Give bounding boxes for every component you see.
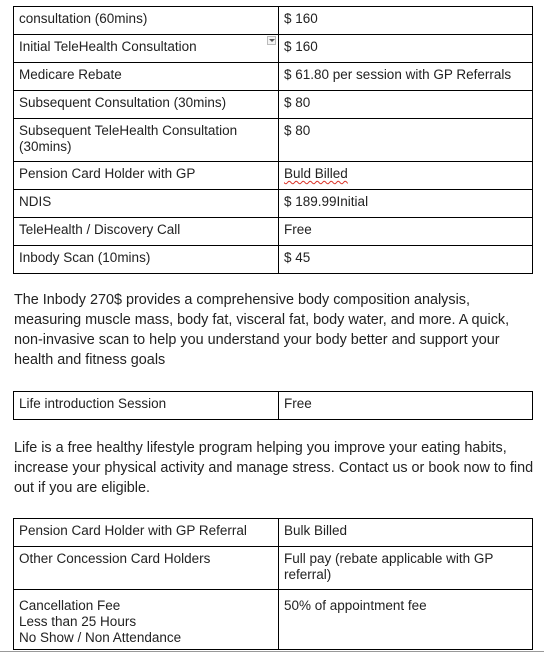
table-row [14, 246, 533, 274]
service-line: Less than 25 Hours [19, 614, 137, 629]
inbody-description: The Inbody 270$ provides a comprehensive body composition analysis, measuring muscle mass, body fat, visceral fat, body water, and more. A quick, non-invasive scan to help you understand your body better and support your health and fitness goals [14, 292, 510, 368]
price-cell: Bulk Billed [279, 519, 533, 547]
service-cell: consultation (60mins) [14, 7, 279, 35]
service-cell: Pension Card Holder with GP Referral [14, 519, 279, 547]
service-cell: NDIS [14, 190, 279, 218]
price-cell: $ 160 [279, 7, 533, 35]
table-row [14, 162, 533, 190]
table-row [14, 119, 533, 162]
table-row [14, 190, 533, 218]
price-cell: $ 80 [279, 119, 533, 162]
spelling-error-text[interactable]: Buld Billed [284, 166, 348, 181]
service-cell: Medicare Rebate [14, 63, 279, 91]
table-row [14, 218, 533, 246]
table-row [14, 63, 533, 91]
table-row [14, 547, 533, 590]
concession-table [13, 518, 533, 650]
service-line: No Show / Non Attendance [19, 630, 182, 645]
service-cell: TeleHealth / Discovery Call [14, 218, 279, 246]
table-row [14, 7, 533, 35]
price-cell: Full pay (rebate applicable with GP referral) [279, 547, 533, 590]
table-row [14, 519, 533, 547]
service-cell [14, 590, 279, 650]
price-cell: Free [279, 392, 533, 420]
price-cell [279, 162, 533, 190]
price-cell: $ 160 [279, 35, 533, 63]
service-cell: Subsequent Consultation (30mins) [14, 91, 279, 119]
cell-dropdown-icon[interactable] [267, 36, 276, 45]
life-program-description: Life is a free healthy lifestyle program helping you improve your eating habits, increase your physical activity and manage stress. Contact us or book now to find out if you are eligible. [14, 440, 534, 496]
service-cell: Pension Card Holder with GP [14, 162, 279, 190]
table-row [14, 91, 533, 119]
page-divider [0, 651, 544, 652]
service-cell: Other Concession Card Holders [14, 547, 279, 590]
price-cell: $ 61.80 per session with GP Referrals [279, 63, 533, 91]
table-row [14, 590, 533, 650]
price-cell: 50% of appointment fee [279, 590, 533, 650]
table-row [14, 392, 533, 420]
price-cell: Free [279, 218, 533, 246]
price-cell: $ 189.99Initial [279, 190, 533, 218]
service-line: Cancellation Fee [19, 598, 121, 613]
life-program-table [13, 391, 533, 420]
service-cell: Initial TeleHealth Consultation [14, 35, 279, 63]
service-cell: Life introduction Session [14, 392, 279, 420]
price-cell: $ 45 [279, 246, 533, 274]
pricing-table [13, 6, 533, 274]
service-cell: Subsequent TeleHealth Consultation (30mins) [14, 119, 279, 162]
service-cell: Inbody Scan (10mins) [14, 246, 279, 274]
price-cell: $ 80 [279, 91, 533, 119]
